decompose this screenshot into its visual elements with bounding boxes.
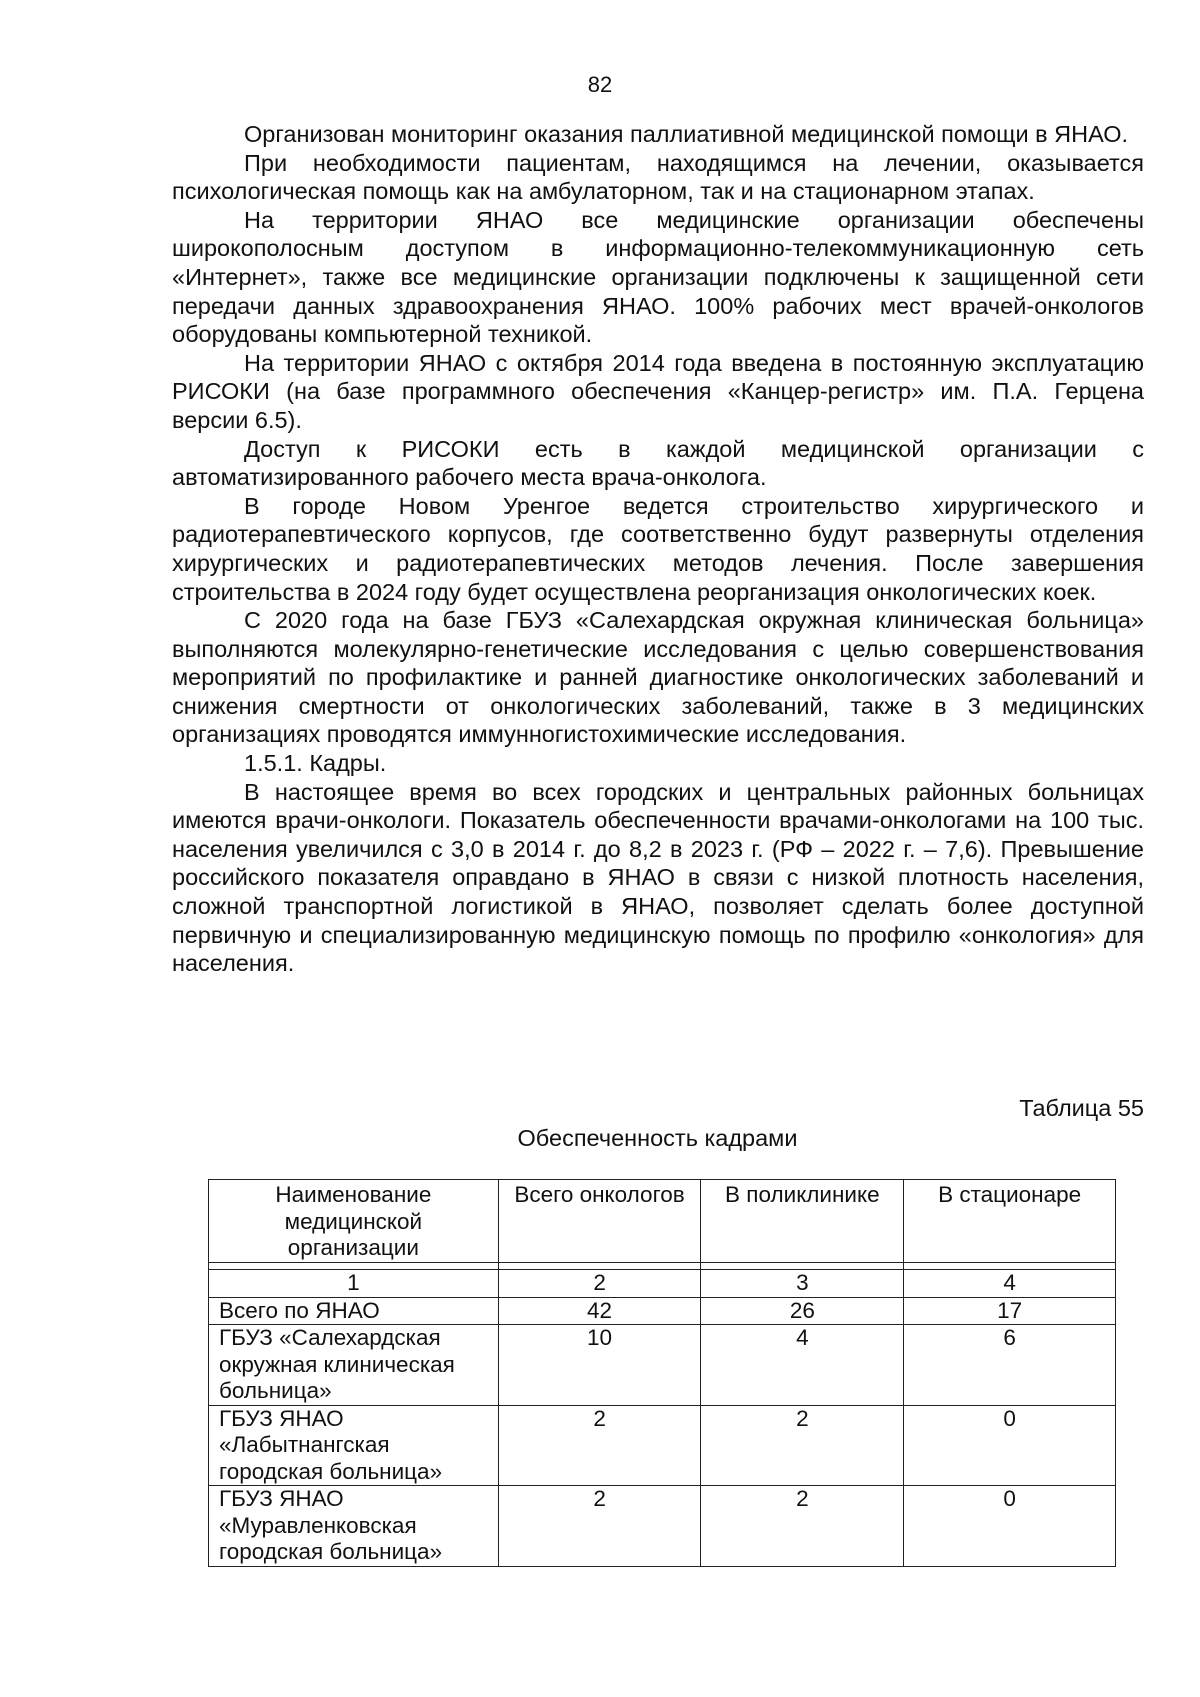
clinic-cell: 2: [701, 1486, 904, 1567]
header-cell: Всего онкологов: [498, 1180, 701, 1263]
table-row: [209, 1325, 1116, 1406]
table-header-row: [209, 1180, 1116, 1263]
hospital-cell: 6: [904, 1325, 1116, 1406]
org-name-cell: ГБУЗ «Салехардская окружная клиническая больница»: [209, 1325, 499, 1406]
total-cell: 2: [498, 1486, 701, 1567]
paragraph: Организован мониторинг оказания паллиативной медицинской помощи в ЯНАО.: [244, 121, 1129, 147]
table-caption: Таблица 55: [1019, 1095, 1144, 1121]
paragraph: Доступ к РИСОКИ есть в каждой медицинской организации с автоматизированного рабочего места врача-онколога.: [172, 435, 1144, 491]
staffing-table: [208, 1179, 1116, 1567]
column-number: 1: [209, 1270, 499, 1298]
column-number: 4: [904, 1270, 1116, 1298]
table-separator: [209, 1263, 1116, 1270]
clinic-cell: 4: [701, 1325, 904, 1406]
table-title: Обеспеченность кадрами: [517, 1125, 798, 1151]
org-name-cell: ГБУЗ ЯНАО «Муравленковская городская больница»: [209, 1486, 499, 1567]
column-number: 2: [498, 1270, 701, 1298]
paragraph: На территории ЯНАО все медицинские организации обеспечены широкополосным доступом в информационно-телекоммуникационную сеть «Интернет», также все медицинские организации подключены к защищенной сети передачи данных здравоохранения ЯНАО. 100% рабочих мест врачей-онкологов оборудованы компьютерной техникой.: [172, 206, 1144, 348]
hospital-cell: 0: [904, 1405, 1116, 1486]
paragraph: В настоящее время во всех городских и центральных районных больницах имеются врачи-онкологи. Показатель обеспеченности врачами-онкологами на 100 тыс. населения увеличился с 3,0 в 2014 г. до 8,2 в 2023 г. (РФ – 2022 г. – 7,6). Превышение российского показателя оправдано в ЯНАО в связи с низкой плотность населения, сложной транспортной логистикой в ЯНАО, позволяет сделать более доступной первичную и специализированную медицинскую помощь по профилю «онкология» для населения.: [172, 778, 1144, 977]
header-cell: В поликлинике: [701, 1180, 904, 1263]
total-cell: 42: [498, 1297, 701, 1325]
clinic-cell: 26: [701, 1297, 904, 1325]
hospital-cell: 17: [904, 1297, 1116, 1325]
header-cell: Наименование медицинской организации: [209, 1180, 499, 1263]
total-cell: 2: [498, 1405, 701, 1486]
total-cell: 10: [498, 1325, 701, 1406]
org-name-cell: ГБУЗ ЯНАО «Лабытнангская городская больница»: [209, 1405, 499, 1486]
clinic-cell: 2: [701, 1405, 904, 1486]
table-row: [209, 1297, 1116, 1325]
table-row: [209, 1405, 1116, 1486]
paragraph: С 2020 года на базе ГБУЗ «Салехардская окружная клиническая больница» выполняются молекулярно-генетические исследования с целью совершенствования мероприятий по профилактике и ранней диагностике онкологических заболеваний и снижения смертности от онкологических заболеваний, также в 3 медицинских организациях проводятся иммунногистохимические исследования.: [172, 607, 1144, 748]
page-number: 82: [587, 72, 613, 97]
column-number-row: [209, 1270, 1116, 1298]
paragraph: В городе Новом Уренгое ведется строительство хирургического и радиотерапевтического корпусов, где соответственно будут развернуты отделения хирургических и радиотерапевтических методов лечения. После завершения строительства в 2024 году будет осуществлена реорганизация онкологических коек.: [172, 492, 1144, 605]
hospital-cell: 0: [904, 1486, 1116, 1567]
paragraph: При необходимости пациентам, находящимся на лечении, оказывается психологическая помощь как на амбулаторном, так и на стационарном этапах.: [172, 149, 1144, 205]
section-heading: 1.5.1. Кадры.: [244, 750, 387, 777]
column-number: 3: [701, 1270, 904, 1298]
org-name-cell: Всего по ЯНАО: [209, 1297, 499, 1325]
body-text: [172, 120, 1144, 978]
table-row: [209, 1486, 1116, 1567]
header-cell: В стационаре: [904, 1180, 1116, 1263]
paragraph: На территории ЯНАО с октября 2014 года введена в постоянную эксплуатацию РИСОКИ (на базе программного обеспечения «Канцер-регистр» им. П.А. Герцена версии 6.5).: [172, 349, 1144, 433]
